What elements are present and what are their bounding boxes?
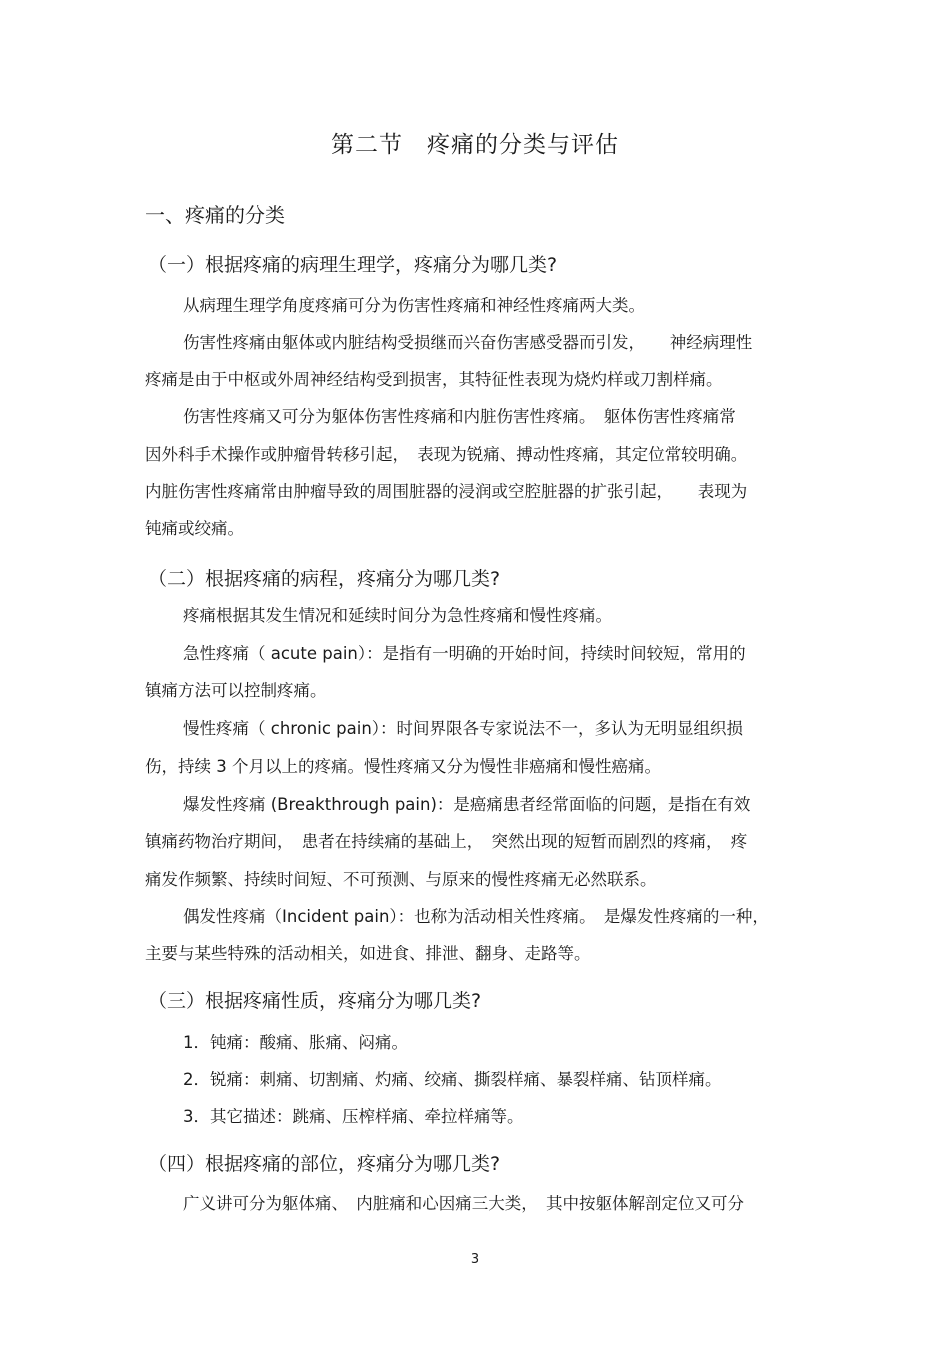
paragraph-line: 广义讲可分为躯体痛、 内脏痛和心因痛三大类， 其中按躯体解剖定位又可分 [183, 1194, 744, 1213]
paragraph-line: 内脏伤害性疼痛常由肿瘤导致的周围脏器的浸润或空腔脏器的扩张引起， 表现为 [145, 482, 748, 501]
page-title: 第二节 疼痛的分类与评估 [331, 132, 619, 158]
subheading-1: （一）根据疼痛的病理生理学，疼痛分为哪几类? [148, 254, 558, 276]
paragraph-line: 镇痛药物治疗期间， 患者在持续痛的基础上， 突然出现的短暂而剧烈的疼痛， 疼 [145, 832, 748, 851]
paragraph-line: 疼痛是由于中枢或外周神经结构受到损害，其特征性表现为烧灼样或刀割样痛。 [145, 370, 723, 389]
paragraph-line: 伤，持续 3 个月以上的疼痛。慢性疼痛又分为慢性非癌痛和慢性癌痛。 [145, 757, 661, 776]
paragraph-line: 偶发性疼痛（Incident pain）：也称为活动相关性疼痛。 是爆发性疼痛的一种， [183, 907, 769, 926]
list-item: 2．锐痛：刺痛、切割痛、灼痛、绞痛、撕裂样痛、暴裂样痛、钻顶样痛。 [183, 1070, 722, 1089]
paragraph-line: 因外科手术操作或肿瘤骨转移引起， 表现为锐痛、搏动性疼痛，其定位常较明确。 [145, 445, 748, 464]
paragraph-line: 镇痛方法可以控制疼痛。 [145, 681, 327, 700]
paragraph-line: 痛发作频繁、持续时间短、不可预测、与原来的慢性疼痛无必然联系。 [145, 870, 657, 889]
section-heading: 一、疼痛的分类 [145, 203, 285, 227]
paragraph-line: 伤害性疼痛由躯体或内脏结构受损继而兴奋伤害感受器而引发， 神经病理性 [183, 333, 753, 352]
paragraph-line: 钝痛或绞痛。 [145, 519, 244, 538]
list-item: 1．钝痛：酸痛、胀痛、闷痛。 [183, 1033, 408, 1052]
subheading-2: （二）根据疼痛的病程，疼痛分为哪几类? [148, 568, 501, 590]
page-number: 3 [470, 1252, 480, 1267]
paragraph-line: 疼痛根据其发生情况和延续时间分为急性疼痛和慢性疼痛。 [183, 606, 612, 625]
paragraph-line: 爆发性疼痛 (Breakthrough pain)：是癌痛患者经常面临的问题，是指在有效 [183, 795, 751, 814]
list-item: 3．其它描述：跳痛、压榨样痛、牵拉样痛等。 [183, 1107, 524, 1126]
subheading-4: （四）根据疼痛的部位，疼痛分为哪几类? [148, 1153, 501, 1175]
paragraph-line: 慢性疼痛（ chronic pain）：时间界限各专家说法不一，多认为无明显组织损 [183, 719, 744, 738]
paragraph-line: 急性疼痛（ acute pain）：是指有一明确的开始时间，持续时间较短，常用的 [183, 644, 746, 663]
paragraph-line: 伤害性疼痛又可分为躯体伤害性疼痛和内脏伤害性疼痛。 躯体伤害性疼痛常 [183, 407, 736, 426]
paragraph-line: 主要与某些特殊的活动相关，如进食、排泄、翻身、走路等。 [145, 944, 591, 963]
subheading-3: （三）根据疼痛性质，疼痛分为哪几类? [148, 990, 482, 1012]
paragraph-line: 从病理生理学角度疼痛可分为伤害性疼痛和神经性疼痛两大类。 [183, 296, 645, 315]
